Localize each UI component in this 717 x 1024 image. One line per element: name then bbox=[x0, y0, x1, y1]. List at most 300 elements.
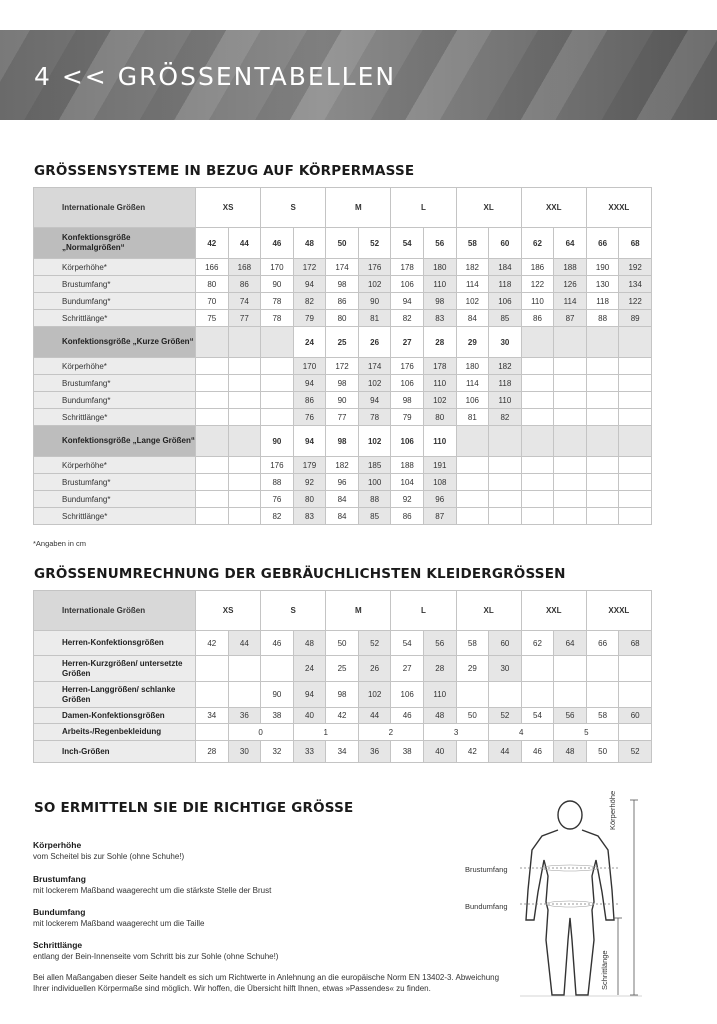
group-size: 46 bbox=[261, 228, 294, 259]
table-cell bbox=[261, 392, 294, 409]
body-outline-icon bbox=[460, 790, 700, 1000]
table-cell: 44 bbox=[358, 708, 391, 724]
table-cell: 90 bbox=[358, 293, 391, 310]
table-cell bbox=[619, 457, 652, 474]
table-cell: 86 bbox=[293, 392, 326, 409]
table-cell: 82 bbox=[293, 293, 326, 310]
table-cell: 64 bbox=[554, 631, 587, 656]
table-cell: 78 bbox=[261, 293, 294, 310]
table-cell bbox=[521, 491, 554, 508]
table-cell bbox=[521, 409, 554, 426]
size-header: XXL bbox=[521, 591, 586, 631]
table-cell bbox=[261, 358, 294, 375]
table-cell bbox=[554, 409, 587, 426]
table-cell: 30 bbox=[228, 741, 261, 763]
table-cell bbox=[554, 491, 587, 508]
group-size: 28 bbox=[423, 327, 456, 358]
table-cell: 82 bbox=[261, 508, 294, 525]
table-cell bbox=[554, 358, 587, 375]
table-cell bbox=[489, 682, 522, 708]
table-cell bbox=[196, 358, 229, 375]
group-size: 56 bbox=[423, 228, 456, 259]
group-size: 26 bbox=[358, 327, 391, 358]
table-cell: 174 bbox=[326, 259, 359, 276]
table-cell bbox=[554, 656, 587, 682]
group-size: 27 bbox=[391, 327, 424, 358]
table-cell: 42 bbox=[326, 708, 359, 724]
group-size: 64 bbox=[554, 228, 587, 259]
table-cell: 78 bbox=[261, 310, 294, 327]
table2-title: GRÖSSENUMRECHNUNG DER GEBRÄUCHLICHSTEN KLEIDERGRÖSSEN bbox=[34, 566, 566, 582]
table-cell: 85 bbox=[358, 508, 391, 525]
table-cell bbox=[586, 508, 619, 525]
waist-label: Bundumfang bbox=[465, 902, 508, 911]
table-cell: 79 bbox=[391, 409, 424, 426]
group-size: 110 bbox=[423, 426, 456, 457]
table-cell bbox=[619, 375, 652, 392]
group-size bbox=[196, 426, 229, 457]
table-cell bbox=[196, 508, 229, 525]
row-label: Brustumfang* bbox=[34, 375, 196, 392]
row-label: Arbeits-/Regenbekleidung bbox=[34, 724, 196, 741]
group-size: 50 bbox=[326, 228, 359, 259]
table-cell: 77 bbox=[228, 310, 261, 327]
table-cell: 90 bbox=[326, 392, 359, 409]
group-size: 54 bbox=[391, 228, 424, 259]
table-cell bbox=[228, 358, 261, 375]
table-cell: 25 bbox=[326, 656, 359, 682]
size-header: XL bbox=[456, 188, 521, 228]
group-size bbox=[196, 327, 229, 358]
table-cell: 87 bbox=[554, 310, 587, 327]
table-cell: 36 bbox=[358, 741, 391, 763]
row-label: Schrittlänge* bbox=[34, 409, 196, 426]
table-cell: 174 bbox=[358, 358, 391, 375]
table-cell bbox=[228, 375, 261, 392]
table-cell: 46 bbox=[261, 631, 294, 656]
table-cell: 80 bbox=[326, 310, 359, 327]
table-cell: 80 bbox=[293, 491, 326, 508]
chest-label: Brustumfang bbox=[465, 865, 508, 874]
table-cell bbox=[586, 409, 619, 426]
table-cell bbox=[619, 409, 652, 426]
group-title: Konfektionsgröße „Lange Größen“ bbox=[34, 426, 196, 457]
table-cell: 122 bbox=[521, 276, 554, 293]
size-header: XS bbox=[196, 188, 261, 228]
table-cell bbox=[586, 457, 619, 474]
group-size bbox=[586, 327, 619, 358]
table-cell: 126 bbox=[554, 276, 587, 293]
table-cell bbox=[619, 656, 652, 682]
table-cell bbox=[196, 457, 229, 474]
table-cell bbox=[228, 682, 261, 708]
table-cell: 184 bbox=[489, 259, 522, 276]
table-cell: 106 bbox=[391, 682, 424, 708]
table-cell: 84 bbox=[326, 508, 359, 525]
table-cell bbox=[586, 392, 619, 409]
table-cell: 83 bbox=[293, 508, 326, 525]
table-cell: 110 bbox=[521, 293, 554, 310]
group-size: 52 bbox=[358, 228, 391, 259]
table-cell: 34 bbox=[196, 708, 229, 724]
group-size bbox=[228, 426, 261, 457]
table-cell: 82 bbox=[489, 409, 522, 426]
table-cell: 68 bbox=[619, 631, 652, 656]
guide-heading: Bundumfang bbox=[33, 907, 86, 917]
table-cell: 94 bbox=[391, 293, 424, 310]
table-cell: 104 bbox=[391, 474, 424, 491]
table-cell: 94 bbox=[358, 392, 391, 409]
table-cell: 54 bbox=[521, 708, 554, 724]
group-size: 48 bbox=[293, 228, 326, 259]
footnote: *Angaben in cm bbox=[33, 539, 86, 548]
table-cell bbox=[619, 508, 652, 525]
table-cell: 134 bbox=[619, 276, 652, 293]
table-cell: 1 bbox=[293, 724, 358, 741]
table-cell: 176 bbox=[358, 259, 391, 276]
guide-text: entlang der Bein-Innenseite vom Schritt bis zur Sohle (ohne Schuhe!) bbox=[33, 952, 279, 961]
table-cell: 48 bbox=[293, 631, 326, 656]
group-size: 106 bbox=[391, 426, 424, 457]
table-cell: 86 bbox=[228, 276, 261, 293]
table-cell: 178 bbox=[391, 259, 424, 276]
table-cell: 172 bbox=[326, 358, 359, 375]
group-size bbox=[521, 327, 554, 358]
height-label: Körperhöhe bbox=[608, 790, 617, 830]
size-header: XS bbox=[196, 591, 261, 631]
group-size: 30 bbox=[489, 327, 522, 358]
table-cell bbox=[586, 656, 619, 682]
table-cell: 188 bbox=[554, 259, 587, 276]
table-cell: 74 bbox=[228, 293, 261, 310]
table-cell bbox=[196, 474, 229, 491]
guide-heading: Schrittlänge bbox=[33, 940, 83, 950]
table-cell bbox=[196, 409, 229, 426]
table-cell bbox=[261, 409, 294, 426]
table-cell bbox=[489, 508, 522, 525]
group-size: 44 bbox=[228, 228, 261, 259]
group-size: 29 bbox=[456, 327, 489, 358]
table-cell bbox=[521, 358, 554, 375]
table-cell: 185 bbox=[358, 457, 391, 474]
size-header: L bbox=[391, 591, 456, 631]
table-cell: 48 bbox=[423, 708, 456, 724]
table-cell: 191 bbox=[423, 457, 456, 474]
table-cell: 32 bbox=[261, 741, 294, 763]
group-title: Konfektionsgröße „Kurze Größen“ bbox=[34, 327, 196, 358]
table-cell bbox=[196, 682, 229, 708]
group-size bbox=[228, 327, 261, 358]
table-cell: 180 bbox=[456, 358, 489, 375]
table-cell: 108 bbox=[423, 474, 456, 491]
table-cell: 179 bbox=[293, 457, 326, 474]
table-cell: 33 bbox=[293, 741, 326, 763]
group-size bbox=[554, 426, 587, 457]
table-cell bbox=[228, 409, 261, 426]
table-cell: 3 bbox=[423, 724, 488, 741]
header-label: Internationale Größen bbox=[34, 188, 196, 228]
table-cell: 122 bbox=[619, 293, 652, 310]
table-cell bbox=[196, 392, 229, 409]
table-cell: 26 bbox=[358, 656, 391, 682]
table-cell bbox=[521, 474, 554, 491]
group-size: 102 bbox=[358, 426, 391, 457]
table-cell: 52 bbox=[489, 708, 522, 724]
table-cell bbox=[586, 474, 619, 491]
table-cell: 182 bbox=[456, 259, 489, 276]
table-cell bbox=[586, 682, 619, 708]
table-cell bbox=[196, 375, 229, 392]
page-title: 4 << GRÖSSENTABELLEN bbox=[34, 62, 397, 91]
table-cell: 0 bbox=[228, 724, 293, 741]
size-header: M bbox=[326, 188, 391, 228]
table-cell bbox=[228, 656, 261, 682]
table-cell: 118 bbox=[489, 375, 522, 392]
table-cell: 84 bbox=[456, 310, 489, 327]
table-cell bbox=[521, 375, 554, 392]
table-cell: 58 bbox=[456, 631, 489, 656]
table-cell: 98 bbox=[326, 375, 359, 392]
table-cell: 106 bbox=[456, 392, 489, 409]
table-cell: 46 bbox=[391, 708, 424, 724]
table-cell: 98 bbox=[326, 682, 359, 708]
table-cell: 38 bbox=[391, 741, 424, 763]
table-cell bbox=[521, 508, 554, 525]
guide-item-inseam bbox=[33, 940, 278, 962]
table-cell: 40 bbox=[423, 741, 456, 763]
row-label: Damen-Konfektionsgrößen bbox=[34, 708, 196, 724]
table-cell bbox=[554, 375, 587, 392]
table-cell: 110 bbox=[423, 375, 456, 392]
size-header: S bbox=[261, 591, 326, 631]
group-size: 42 bbox=[196, 228, 229, 259]
table-cell: 77 bbox=[326, 409, 359, 426]
guide-heading: Brustumfang bbox=[33, 874, 86, 884]
table-cell: 29 bbox=[456, 656, 489, 682]
table-cell: 84 bbox=[326, 491, 359, 508]
table-cell: 192 bbox=[619, 259, 652, 276]
table-cell: 118 bbox=[489, 276, 522, 293]
table-cell: 94 bbox=[293, 375, 326, 392]
table-cell: 34 bbox=[326, 741, 359, 763]
table-cell bbox=[489, 457, 522, 474]
group-size: 58 bbox=[456, 228, 489, 259]
table-cell bbox=[228, 491, 261, 508]
table-cell: 40 bbox=[293, 708, 326, 724]
table-cell: 92 bbox=[293, 474, 326, 491]
table-cell bbox=[619, 474, 652, 491]
size-conversion-table bbox=[33, 590, 652, 763]
group-size: 68 bbox=[619, 228, 652, 259]
closing-note: Bei allen Maßangaben dieser Seite handelt es sich um Richtwerte in Anlehnung an die europäische Norm EN 13402-3. Abweichung Ihrer individuellen Körpermaße sind möglich. Wir hoffen, die Übersicht hilft Ihnen, etwas »Passendes« zu finden. bbox=[33, 973, 500, 993]
table-cell: 80 bbox=[196, 276, 229, 293]
table-cell: 2 bbox=[358, 724, 423, 741]
table-cell: 70 bbox=[196, 293, 229, 310]
table-cell: 114 bbox=[554, 293, 587, 310]
group-size bbox=[261, 327, 294, 358]
table-cell: 58 bbox=[586, 708, 619, 724]
table-cell: 86 bbox=[521, 310, 554, 327]
header-label: Internationale Größen bbox=[34, 591, 196, 631]
group-size: 24 bbox=[293, 327, 326, 358]
table-cell: 118 bbox=[586, 293, 619, 310]
table-cell bbox=[228, 508, 261, 525]
table-cell: 114 bbox=[456, 276, 489, 293]
table-cell: 86 bbox=[391, 508, 424, 525]
table-cell: 90 bbox=[261, 682, 294, 708]
table-cell: 168 bbox=[228, 259, 261, 276]
table-cell: 94 bbox=[293, 276, 326, 293]
table-cell: 102 bbox=[456, 293, 489, 310]
size-header: M bbox=[326, 591, 391, 631]
table-cell bbox=[456, 491, 489, 508]
table-cell: 76 bbox=[293, 409, 326, 426]
table-cell: 56 bbox=[423, 631, 456, 656]
table-cell: 172 bbox=[293, 259, 326, 276]
table-cell: 180 bbox=[423, 259, 456, 276]
table-cell: 98 bbox=[423, 293, 456, 310]
table1-title: GRÖSSENSYSTEME IN BEZUG AUF KÖRPERMASSE bbox=[34, 163, 415, 179]
table-cell bbox=[554, 508, 587, 525]
table-cell: 27 bbox=[391, 656, 424, 682]
size-header: XXXL bbox=[586, 188, 651, 228]
table-cell: 50 bbox=[326, 631, 359, 656]
table-cell: 102 bbox=[358, 375, 391, 392]
row-label: Brustumfang* bbox=[34, 474, 196, 491]
guide-item-chest bbox=[33, 874, 271, 896]
size-header: S bbox=[261, 188, 326, 228]
group-size: 94 bbox=[293, 426, 326, 457]
group-size: 90 bbox=[261, 426, 294, 457]
table-cell: 178 bbox=[423, 358, 456, 375]
table-cell bbox=[586, 358, 619, 375]
table-cell: 38 bbox=[261, 708, 294, 724]
row-label: Schrittlänge* bbox=[34, 310, 196, 327]
table-cell: 85 bbox=[489, 310, 522, 327]
row-label: Bundumfang* bbox=[34, 491, 196, 508]
group-size bbox=[554, 327, 587, 358]
guide-item-waist bbox=[33, 907, 204, 929]
row-label: Bundumfang* bbox=[34, 293, 196, 310]
table-cell: 44 bbox=[228, 631, 261, 656]
table-cell: 88 bbox=[358, 491, 391, 508]
table-cell bbox=[521, 457, 554, 474]
group-size bbox=[489, 426, 522, 457]
table-cell: 30 bbox=[489, 656, 522, 682]
table-cell: 102 bbox=[423, 392, 456, 409]
table-cell: 24 bbox=[293, 656, 326, 682]
table-cell: 89 bbox=[619, 310, 652, 327]
row-label: Körperhöhe* bbox=[34, 259, 196, 276]
table-cell: 44 bbox=[489, 741, 522, 763]
table-cell bbox=[521, 392, 554, 409]
table-cell: 92 bbox=[391, 491, 424, 508]
table-cell: 176 bbox=[391, 358, 424, 375]
guide-heading: Körperhöhe bbox=[33, 840, 82, 850]
table-cell bbox=[554, 457, 587, 474]
table-cell: 182 bbox=[489, 358, 522, 375]
guide-text: mit lockerem Maßband waagerecht um die Taille bbox=[33, 919, 205, 928]
group-size: 62 bbox=[521, 228, 554, 259]
size-header: XL bbox=[456, 591, 521, 631]
table-cell: 100 bbox=[358, 474, 391, 491]
table-cell: 186 bbox=[521, 259, 554, 276]
row-label: Herren-Konfektionsgrößen bbox=[34, 631, 196, 656]
group-size bbox=[619, 426, 652, 457]
table-cell: 88 bbox=[586, 310, 619, 327]
table-cell: 52 bbox=[358, 631, 391, 656]
table-cell: 182 bbox=[326, 457, 359, 474]
table-cell bbox=[619, 724, 652, 741]
table-cell: 114 bbox=[456, 375, 489, 392]
table-cell: 98 bbox=[391, 392, 424, 409]
row-label: Körperhöhe* bbox=[34, 358, 196, 375]
guide-item-height bbox=[33, 840, 184, 862]
table-cell: 106 bbox=[489, 293, 522, 310]
group-size bbox=[619, 327, 652, 358]
table-cell: 56 bbox=[554, 708, 587, 724]
measurement-figure bbox=[460, 790, 700, 1000]
inseam-label: Schrittlänge bbox=[600, 950, 609, 990]
table-cell: 188 bbox=[391, 457, 424, 474]
size-systems-table bbox=[33, 187, 652, 525]
table-cell bbox=[521, 656, 554, 682]
group-title: Konfektionsgröße „Normalgrößen“ bbox=[34, 228, 196, 259]
table-cell: 106 bbox=[391, 276, 424, 293]
table-cell bbox=[196, 656, 229, 682]
table-cell bbox=[228, 392, 261, 409]
table-cell: 94 bbox=[293, 682, 326, 708]
table-cell: 87 bbox=[423, 508, 456, 525]
table-cell bbox=[554, 474, 587, 491]
row-label: Bundumfang* bbox=[34, 392, 196, 409]
row-label: Inch-Größen bbox=[34, 741, 196, 763]
size-header: L bbox=[391, 188, 456, 228]
guide-text: mit lockerem Maßband waagerecht um die stärkste Stelle der Brust bbox=[33, 886, 272, 895]
table-cell: 80 bbox=[423, 409, 456, 426]
table-cell bbox=[619, 358, 652, 375]
table-cell bbox=[619, 491, 652, 508]
guide-title: SO ERMITTELN SIE DIE RICHTIGE GRÖSSE bbox=[34, 800, 354, 816]
table-cell: 110 bbox=[489, 392, 522, 409]
table-cell: 98 bbox=[326, 276, 359, 293]
table-cell: 83 bbox=[423, 310, 456, 327]
table-cell: 66 bbox=[586, 631, 619, 656]
group-size: 25 bbox=[326, 327, 359, 358]
row-label: Schrittlänge* bbox=[34, 508, 196, 525]
table-cell bbox=[619, 682, 652, 708]
table-cell bbox=[261, 656, 294, 682]
table-cell: 60 bbox=[619, 708, 652, 724]
table-cell: 4 bbox=[489, 724, 554, 741]
table-cell: 110 bbox=[423, 682, 456, 708]
table-cell: 75 bbox=[196, 310, 229, 327]
group-size bbox=[586, 426, 619, 457]
table-cell: 170 bbox=[261, 259, 294, 276]
table-cell: 96 bbox=[423, 491, 456, 508]
table-cell: 28 bbox=[423, 656, 456, 682]
table-cell: 176 bbox=[261, 457, 294, 474]
table-cell bbox=[196, 491, 229, 508]
table-cell: 60 bbox=[489, 631, 522, 656]
table-cell bbox=[456, 508, 489, 525]
page-header bbox=[0, 30, 717, 120]
guide-text: vom Scheitel bis zur Sohle (ohne Schuhe!) bbox=[33, 852, 185, 861]
table-cell: 62 bbox=[521, 631, 554, 656]
row-label: Körperhöhe* bbox=[34, 457, 196, 474]
group-size bbox=[456, 426, 489, 457]
group-size bbox=[521, 426, 554, 457]
